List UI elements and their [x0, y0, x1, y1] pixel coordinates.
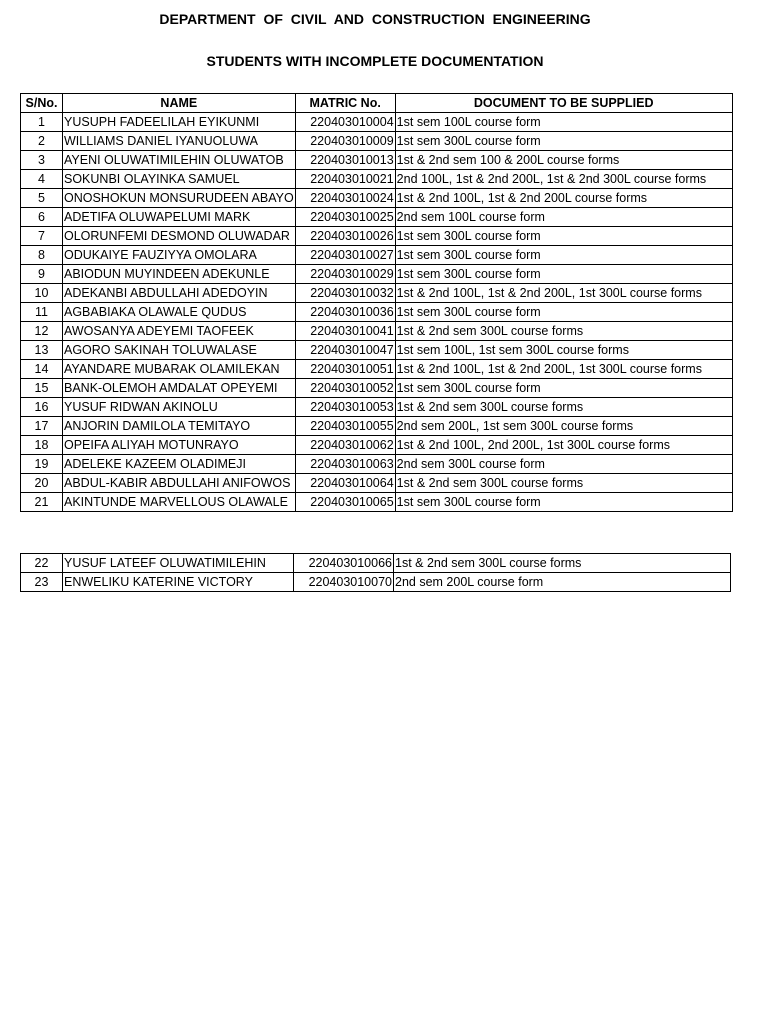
table-row	[21, 284, 733, 303]
cell-document: 1st & 2nd sem 300L course forms	[395, 322, 732, 341]
cell-matric: 220403010009	[295, 132, 395, 151]
cell-sno: 6	[21, 208, 63, 227]
cell-document: 1st sem 300L course form	[395, 379, 732, 398]
cell-sno: 23	[21, 573, 63, 592]
cell-name: ODUKAIYE FAUZIYYA OMOLARA	[63, 246, 296, 265]
cell-document: 1st & 2nd 100L, 1st & 2nd 200L course forms	[395, 189, 732, 208]
cell-matric: 220403010026	[295, 227, 395, 246]
cell-matric: 220403010062	[295, 436, 395, 455]
table-row	[21, 132, 733, 151]
table-row	[21, 208, 733, 227]
cell-matric: 220403010047	[295, 341, 395, 360]
table-row	[21, 554, 731, 573]
cell-document: 1st & 2nd sem 300L course forms	[394, 554, 731, 573]
cell-matric: 220403010066	[294, 554, 394, 573]
header-name: NAME	[63, 94, 296, 113]
cell-document: 1st & 2nd sem 100 & 200L course forms	[395, 151, 732, 170]
cell-sno: 2	[21, 132, 63, 151]
cell-sno: 1	[21, 113, 63, 132]
students-table-continued	[20, 553, 731, 592]
cell-document: 1st sem 300L course form	[395, 132, 732, 151]
cell-matric: 220403010029	[295, 265, 395, 284]
cell-sno: 21	[21, 493, 63, 512]
cell-matric: 220403010013	[295, 151, 395, 170]
cell-sno: 18	[21, 436, 63, 455]
cell-sno: 10	[21, 284, 63, 303]
cell-matric: 220403010064	[295, 474, 395, 493]
header-document: DOCUMENT TO BE SUPPLIED	[395, 94, 732, 113]
table-row	[21, 246, 733, 265]
table-row	[21, 341, 733, 360]
cell-name: AKINTUNDE MARVELLOUS OLAWALE	[63, 493, 296, 512]
cell-sno: 20	[21, 474, 63, 493]
cell-name: ANJORIN DAMILOLA TEMITAYO	[63, 417, 296, 436]
table-row	[21, 379, 733, 398]
cell-sno: 14	[21, 360, 63, 379]
cell-matric: 220403010053	[295, 398, 395, 417]
cell-sno: 12	[21, 322, 63, 341]
cell-sno: 4	[21, 170, 63, 189]
students-table	[20, 93, 733, 512]
cell-document: 2nd 100L, 1st & 2nd 200L, 1st & 2nd 300L course forms	[395, 170, 732, 189]
cell-name: OLORUNFEMI DESMOND OLUWADAR	[63, 227, 296, 246]
cell-name: BANK-OLEMOH AMDALAT OPEYEMI	[63, 379, 296, 398]
cell-sno: 22	[21, 554, 63, 573]
cell-sno: 9	[21, 265, 63, 284]
table-row	[21, 151, 733, 170]
cell-sno: 3	[21, 151, 63, 170]
cell-sno: 11	[21, 303, 63, 322]
cell-name: AGORO SAKINAH TOLUWALASE	[63, 341, 296, 360]
cell-matric: 220403010051	[295, 360, 395, 379]
table-row	[21, 474, 733, 493]
cell-sno: 19	[21, 455, 63, 474]
cell-name: ENWELIKU KATERINE VICTORY	[63, 573, 294, 592]
cell-matric: 220403010032	[295, 284, 395, 303]
cell-matric: 220403010025	[295, 208, 395, 227]
cell-document: 2nd sem 100L course form	[395, 208, 732, 227]
cell-matric: 220403010024	[295, 189, 395, 208]
cell-document: 1st sem 300L course form	[395, 246, 732, 265]
header-sno: S/No.	[21, 94, 63, 113]
table-row	[21, 265, 733, 284]
cell-matric: 220403010004	[295, 113, 395, 132]
cell-sno: 16	[21, 398, 63, 417]
table-row	[21, 417, 733, 436]
table-row	[21, 322, 733, 341]
cell-sno: 13	[21, 341, 63, 360]
cell-document: 1st & 2nd sem 300L course forms	[395, 474, 732, 493]
table-row	[21, 436, 733, 455]
cell-name: YUSUPH FADEELILAH EYIKUNMI	[63, 113, 296, 132]
cell-sno: 17	[21, 417, 63, 436]
table-row	[21, 113, 733, 132]
table-row	[21, 227, 733, 246]
cell-name: ADETIFA OLUWAPELUMI MARK	[63, 208, 296, 227]
cell-name: SOKUNBI OLAYINKA SAMUEL	[63, 170, 296, 189]
table-row	[21, 493, 733, 512]
cell-matric: 220403010021	[295, 170, 395, 189]
table-header-row	[21, 94, 733, 113]
cell-matric: 220403010063	[295, 455, 395, 474]
cell-name: ADELEKE KAZEEM OLADIMEJI	[63, 455, 296, 474]
cell-matric: 220403010027	[295, 246, 395, 265]
cell-name: ABDUL-KABIR ABDULLAHI ANIFOWOS	[63, 474, 296, 493]
cell-matric: 220403010041	[295, 322, 395, 341]
cell-sno: 5	[21, 189, 63, 208]
cell-matric: 220403010052	[295, 379, 395, 398]
cell-document: 1st sem 300L course form	[395, 493, 732, 512]
cell-document: 1st & 2nd sem 300L course forms	[395, 398, 732, 417]
cell-name: YUSUF RIDWAN AKINOLU	[63, 398, 296, 417]
cell-name: WILLIAMS DANIEL IYANUOLUWA	[63, 132, 296, 151]
cell-matric: 220403010055	[295, 417, 395, 436]
cell-document: 1st sem 300L course form	[395, 303, 732, 322]
table-row	[21, 573, 731, 592]
cell-sno: 8	[21, 246, 63, 265]
cell-matric: 220403010065	[295, 493, 395, 512]
cell-name: ONOSHOKUN MONSURUDEEN ABAYO	[63, 189, 296, 208]
cell-name: ADEKANBI ABDULLAHI ADEDOYIN	[63, 284, 296, 303]
cell-name: ABIODUN MUYINDEEN ADEKUNLE	[63, 265, 296, 284]
cell-matric: 220403010070	[294, 573, 394, 592]
header-matric: MATRIC No.	[295, 94, 395, 113]
cell-document: 1st sem 300L course form	[395, 265, 732, 284]
cell-name: OPEIFA ALIYAH MOTUNRAYO	[63, 436, 296, 455]
cell-document: 1st sem 300L course form	[395, 227, 732, 246]
table-row	[21, 455, 733, 474]
table-row	[21, 303, 733, 322]
cell-name: AGBABIAKA OLAWALE QUDUS	[63, 303, 296, 322]
cell-document: 1st & 2nd 100L, 1st & 2nd 200L, 1st 300L course forms	[395, 360, 732, 379]
cell-sno: 15	[21, 379, 63, 398]
cell-document: 2nd sem 300L course form	[395, 455, 732, 474]
cell-document: 1st & 2nd 100L, 2nd 200L, 1st 300L course forms	[395, 436, 732, 455]
cell-document: 1st sem 100L, 1st sem 300L course forms	[395, 341, 732, 360]
cell-name: AYENI OLUWATIMILEHIN OLUWATOB	[63, 151, 296, 170]
page-subtitle: STUDENTS WITH INCOMPLETE DOCUMENTATION	[206, 53, 544, 69]
page-title: DEPARTMENT OF CIVIL AND CONSTRUCTION ENGINEERING	[159, 11, 591, 27]
cell-name: AWOSANYA ADEYEMI TAOFEEK	[63, 322, 296, 341]
table-row	[21, 170, 733, 189]
cell-name: YUSUF LATEEF OLUWATIMILEHIN	[63, 554, 294, 573]
cell-sno: 7	[21, 227, 63, 246]
cell-document: 2nd sem 200L, 1st sem 300L course forms	[395, 417, 732, 436]
cell-document: 2nd sem 200L course form	[394, 573, 731, 592]
table-row	[21, 360, 733, 379]
cell-document: 1st sem 100L course form	[395, 113, 732, 132]
table-row	[21, 189, 733, 208]
cell-name: AYANDARE MUBARAK OLAMILEKAN	[63, 360, 296, 379]
table-row	[21, 398, 733, 417]
cell-document: 1st & 2nd 100L, 1st & 2nd 200L, 1st 300L course forms	[395, 284, 732, 303]
cell-matric: 220403010036	[295, 303, 395, 322]
